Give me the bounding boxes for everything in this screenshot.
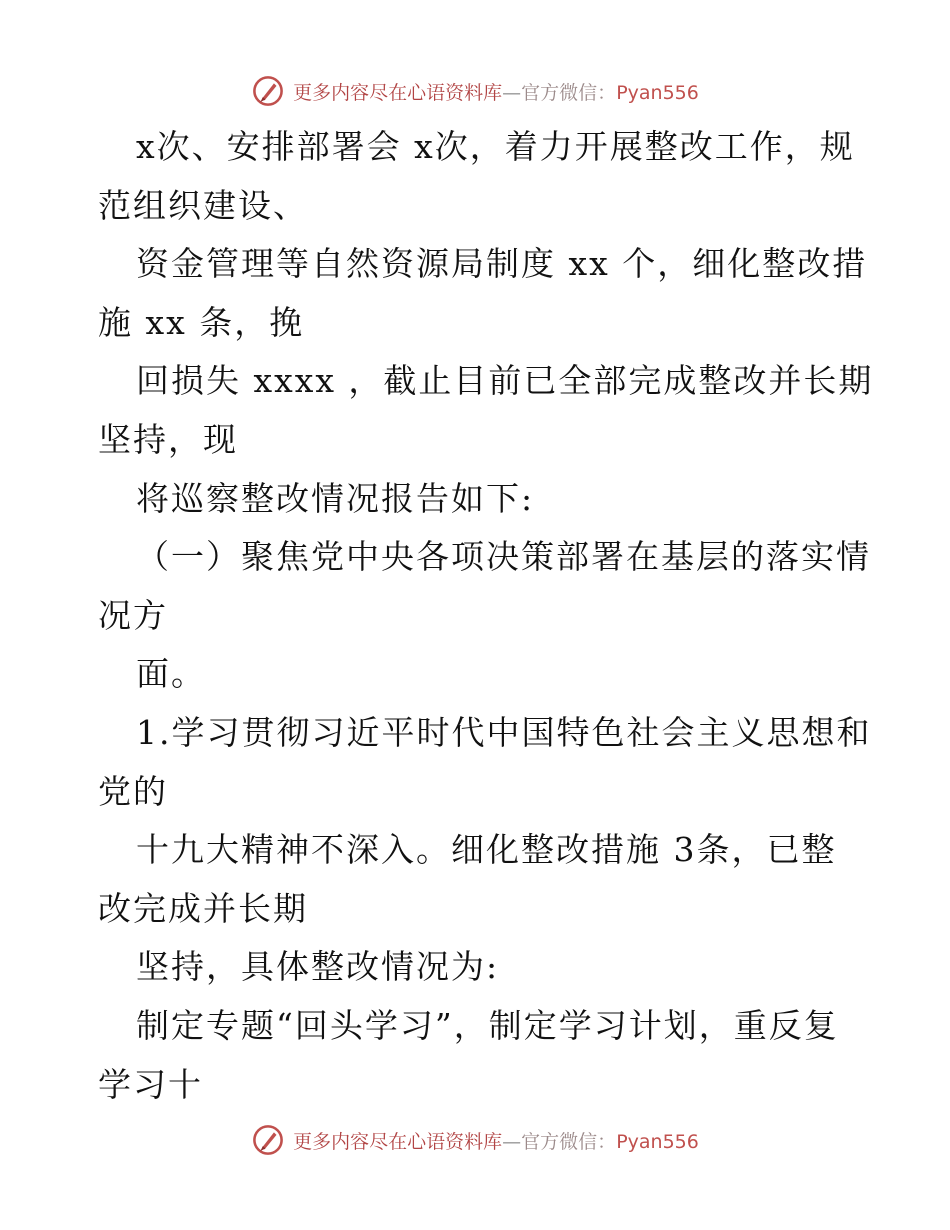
watermark-text bbox=[293, 78, 699, 105]
watermark-brand: 更多内容尽在心语资料库 bbox=[293, 81, 503, 104]
body-line: 党的 bbox=[98, 771, 168, 811]
watermark-dash: — bbox=[502, 81, 522, 104]
body-line: 坚持，具体整改情况为: bbox=[136, 947, 500, 987]
body-line: x次、安排部署会 x次，着力开展整改工作，规 bbox=[136, 127, 855, 166]
watermark-wechat-id: Pyan556 bbox=[616, 81, 699, 104]
document-body bbox=[98, 118, 874, 1114]
watermark-wechat-id: Pyan556 bbox=[616, 1130, 699, 1153]
watermark-brand: 更多内容尽在心语资料库 bbox=[293, 1130, 503, 1153]
quill-pen-logo-icon bbox=[251, 74, 285, 108]
watermark-dash: — bbox=[502, 1130, 522, 1153]
body-line: 十九大精神不深入。细化整改措施 3条，已整 bbox=[136, 830, 837, 870]
watermark-contact-label: 官方微信： bbox=[521, 1130, 617, 1153]
quill-pen-logo-icon bbox=[251, 1123, 285, 1157]
body-line: 1.学习贯彻习近平时代中国特色社会主义思想和 bbox=[136, 712, 872, 752]
body-line: 施 xx 条，挽 bbox=[98, 302, 305, 342]
body-line: 回损失 xxxx ，截止目前已全部完成整改并长期 bbox=[136, 361, 874, 401]
body-line: 面。 bbox=[136, 654, 206, 694]
body-line: 改完成并长期 bbox=[98, 888, 308, 928]
section-heading: （一）聚焦党中央各项决策部署在基层的落实情 bbox=[136, 537, 871, 577]
header-watermark bbox=[0, 71, 950, 111]
body-line: 资金管理等自然资源局制度 xx 个，细化整改措 bbox=[136, 244, 868, 284]
body-line: 坚持，现 bbox=[98, 419, 238, 459]
body-line: 将巡察整改情况报告如下: bbox=[136, 478, 535, 518]
footer-watermark bbox=[0, 1120, 950, 1160]
watermark-contact-label: 官方微信： bbox=[521, 81, 617, 104]
watermark-text bbox=[293, 1127, 699, 1154]
body-line: 范组织建设、 bbox=[98, 185, 308, 225]
body-line: 况方 bbox=[98, 595, 168, 635]
body-line: 制定专题“回头学习”，制定学习计划，重反复 bbox=[136, 1005, 839, 1045]
body-line: 学习十 bbox=[98, 1064, 203, 1104]
